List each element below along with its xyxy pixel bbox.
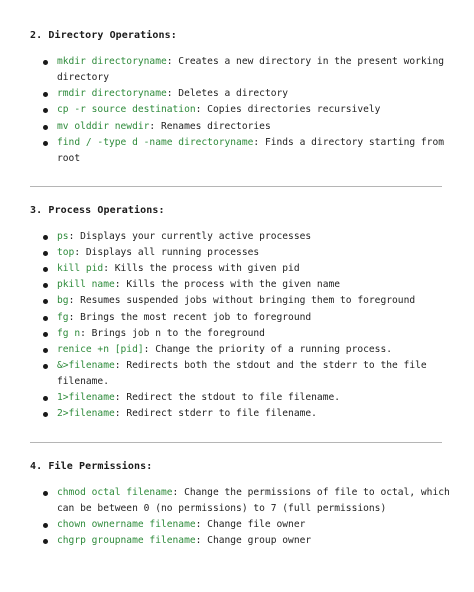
- command-text: bg: [57, 295, 69, 306]
- list-item: [57, 517, 452, 533]
- command-text: renice +n [pid]: [57, 344, 144, 355]
- description-text: : Redirect the stdout to file filename.: [114, 392, 341, 403]
- bullet-icon: [43, 235, 48, 240]
- bullet-icon: [43, 491, 48, 496]
- command-text: 1>filename: [57, 392, 115, 403]
- bullet-icon: [43, 141, 48, 146]
- list-item: [57, 119, 452, 135]
- list-item: [57, 406, 452, 422]
- list-item: [57, 229, 452, 245]
- command-text: find / -type d -name directoryname: [57, 137, 254, 148]
- section-title-process-operations: 3. Process Operations:: [30, 205, 165, 216]
- description-text: : Creates a new directory in the present working directory: [57, 56, 444, 83]
- bullet-icon: [43, 125, 48, 130]
- description-text: : Renames directories: [149, 121, 271, 132]
- description-text: : Brings job n to the foreground: [80, 328, 265, 339]
- bullet-icon: [43, 251, 48, 256]
- description-text: : Copies directories recursively: [195, 104, 381, 115]
- description-text: : Finds a directory starting from root: [57, 137, 444, 164]
- bullet-icon: [43, 60, 48, 65]
- command-text: chgrp groupname filename: [57, 535, 196, 546]
- list-item: [57, 485, 452, 517]
- command-text: rmdir directoryname: [57, 88, 167, 99]
- command-text: mv olddir newdir: [57, 121, 150, 132]
- bullet-icon: [43, 348, 48, 353]
- bullet-icon: [43, 267, 48, 272]
- list-item: [57, 102, 452, 118]
- description-text: : Change file owner: [195, 519, 306, 530]
- description-text: : Displays all running processes: [74, 247, 260, 258]
- command-text: pkill name: [57, 279, 115, 290]
- list-item: [57, 533, 452, 549]
- list-item: [57, 54, 452, 86]
- list-item: [57, 342, 452, 358]
- list-item: [57, 390, 452, 406]
- bullet-icon: [43, 412, 48, 417]
- description-text: : Displays your currently active processes: [68, 231, 312, 242]
- command-text: top: [57, 247, 75, 258]
- list-item: [57, 261, 452, 277]
- list-item: [57, 245, 452, 261]
- command-text: cp -r source destination: [57, 104, 196, 115]
- command-text: fg: [57, 312, 69, 323]
- command-text: chown ownername filename: [57, 519, 196, 530]
- bullet-icon: [43, 364, 48, 369]
- command-text: chmod octal filename: [57, 487, 173, 498]
- list-item: [57, 326, 452, 342]
- list-item: [57, 86, 452, 102]
- list-item: [57, 135, 452, 167]
- description-text: : Change the priority of a running process.: [143, 344, 393, 355]
- list-item: [57, 358, 452, 390]
- command-text: 2>filename: [57, 408, 115, 419]
- section-divider: [30, 442, 442, 443]
- bullet-icon: [43, 283, 48, 288]
- bullet-icon: [43, 523, 48, 528]
- bullet-icon: [43, 332, 48, 337]
- description-text: : Kills the process with given pid: [103, 263, 300, 274]
- description-text: : Change the permissions of file to octal, which can be between 0 (no permissions) to 7 (full permissions): [57, 487, 450, 514]
- description-text: : Kills the process with the given name: [114, 279, 341, 290]
- bullet-icon: [43, 299, 48, 304]
- description-text: : Brings the most recent job to foreground: [68, 312, 312, 323]
- section-title-file-permissions: 4. File Permissions:: [30, 461, 153, 472]
- description-text: : Resumes suspended jobs without bringing them to foreground: [68, 295, 416, 306]
- section-divider: [30, 186, 442, 187]
- section-title-directory-operations: 2. Directory Operations:: [30, 30, 177, 41]
- command-text: &>filename: [57, 360, 115, 371]
- command-text: mkdir directoryname: [57, 56, 167, 67]
- command-text: fg n: [57, 328, 81, 339]
- description-text: : Deletes a directory: [166, 88, 289, 99]
- list-item: [57, 277, 452, 293]
- bullet-icon: [43, 539, 48, 544]
- bullet-icon: [43, 396, 48, 401]
- description-text: : Redirect stderr to file filename.: [114, 408, 317, 419]
- bullet-icon: [43, 316, 48, 321]
- list-item: [57, 310, 452, 326]
- list-item: [57, 293, 452, 309]
- description-text: : Redirects both the stdout and the stderr to the file filename.: [57, 360, 427, 387]
- description-text: : Change group owner: [195, 535, 312, 546]
- bullet-icon: [43, 92, 48, 97]
- command-text: kill pid: [57, 263, 104, 274]
- bullet-icon: [43, 108, 48, 113]
- command-text: ps: [57, 231, 69, 242]
